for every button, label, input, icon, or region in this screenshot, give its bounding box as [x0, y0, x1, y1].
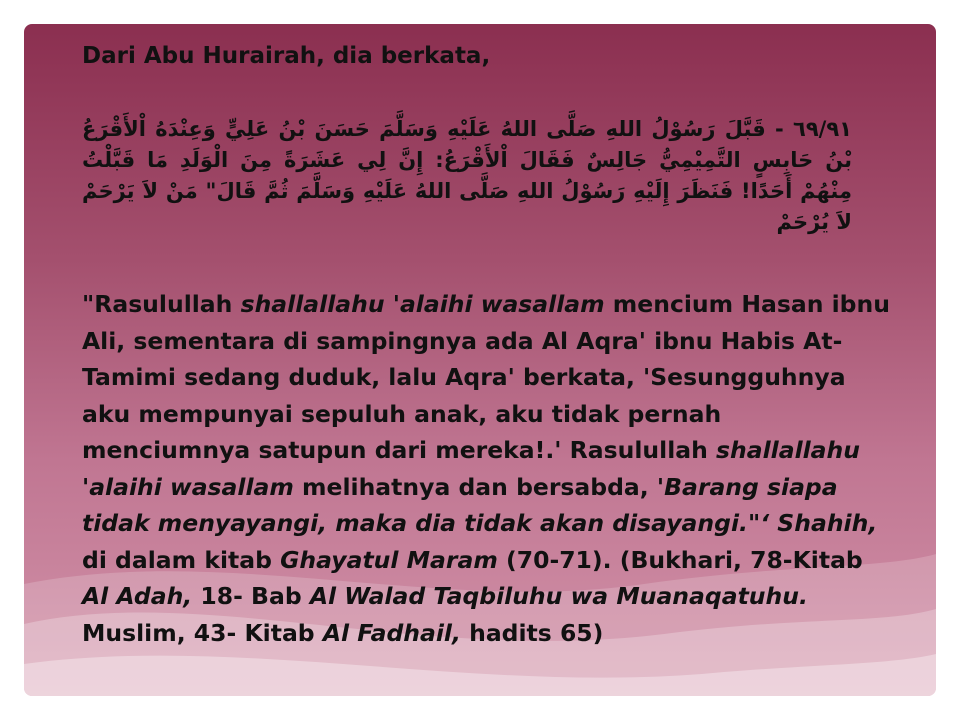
translation-italic: Al Adah, [82, 582, 193, 610]
translation-italic: Al Fadhail, [322, 618, 461, 647]
translation-part: di dalam kitab [82, 545, 281, 574]
translation-part: 18- Bab [192, 582, 310, 610]
translation-part: Muslim, 43- Kitab [82, 618, 323, 647]
translation-part: "Rasulullah [82, 290, 241, 318]
translation-italic: Ghayatul Maram [280, 545, 498, 574]
translation-part: melihatnya dan bersabda, [293, 472, 657, 501]
translation-italic: shallallahu 'alaihi wasallam [240, 290, 605, 318]
arabic-hadith-text: ٦٩/٩١ - قَبَّلَ رَسُوْلُ اللهِ صَلَّى اللهُ عَلَيْهِ وَسَلَّمَ حَسَنَ بْنُ عَلِيٍّ وَعِنْدَهُ اْلأَقْرَعُ بْنُ حَابِسٍ التَّمِيْمِيُّ جَالِسٌ فَقَالَ اْلأَقْرَعُ: إِنَّ لِي عَشَرَةً مِنَ الْوَلَدِ مَا قَبَّلْتُ مِنْهُمْ أَحَدًا! فَنَظَرَ إِلَيْهِ رَسُوْلُ اللهِ صَلَّى اللهُ عَلَيْهِ وَسَلَّمَ ثُمَّ قَالَ" مَنْ لاَ يَرْحَمْ لاَ يُرْحَمْ [82, 117, 852, 234]
translation-part: mencium Hasan ibnu Ali, sementara di sampingnya ada Al Aqra' ibnu Habis At-Tamimi sedang duduk, lalu Aqra' berkata, 'Sesungguhnya aku mempunyai sepuluh anak, aku tidak pernah menciumnya satupun dari mereka!.' Rasulullah [82, 290, 890, 464]
translation-italic: 'Barang siapa tidak menyayangi, maka dia tidak akan disayangi."‘ Shahih, [82, 472, 878, 537]
translation-italic: Al Walad Taqbiluhu wa Muanaqatuhu. [309, 582, 808, 610]
intro-line: Dari Abu Hurairah, dia berkata, [82, 43, 491, 69]
translation-part: hadits 65) [460, 618, 604, 647]
translation-text [82, 286, 897, 651]
translation-part: (70-71). (Bukhari, 78-Kitab [497, 545, 863, 574]
slide-content [82, 40, 890, 651]
translation-italic: shallallahu 'alaihi wasallam [82, 436, 861, 501]
